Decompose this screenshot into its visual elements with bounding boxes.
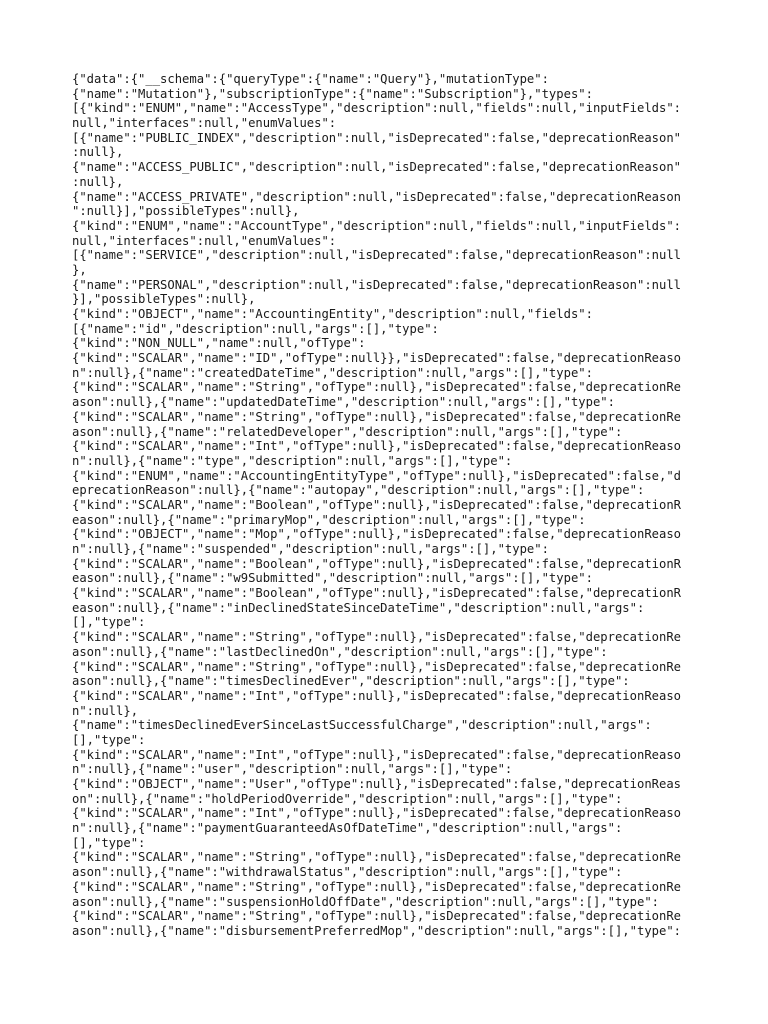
text-line: {"name":"timesDeclinedEverSinceLastSuccessfulCharge","description":null,"args": [72,718,652,733]
text-line: ason":null},{"name":"disbursementPreferredMop","description":null,"args":[],"type": [72,923,682,938]
text-line: eason":null},{"name":"inDeclinedStateSinceDateTime","description":null,"args": [72,600,645,615]
text-line: n":null},{"name":"user","description":null,"args":[],"type": [72,762,513,777]
text-line: {"name":"Mutation"},"subscriptionType":{"name":"Subscription"},"types": [72,86,593,101]
text-line: }, [72,262,87,277]
text-line: {"kind":"SCALAR","name":"Boolean","ofType":null},"isDeprecated":false,"deprecationR [72,497,682,512]
text-line: {"kind":"SCALAR","name":"String","ofType":null},"isDeprecated":false,"deprecationRe [72,909,682,924]
text-line: {"kind":"SCALAR","name":"ID","ofType":null}},"isDeprecated":false,"deprecationReaso [72,351,682,366]
text-line: {"kind":"SCALAR","name":"String","ofType":null},"isDeprecated":false,"deprecationRe [72,409,682,424]
text-line: n":null},{"name":"type","description":null,"args":[],"type": [72,453,513,468]
text-line: {"data":{"__schema":{"queryType":{"name":"Query"},"mutationType": [72,72,549,86]
text-line: {"kind":"SCALAR","name":"Int","ofType":null},"isDeprecated":false,"deprecationReaso [72,688,682,703]
text-line: ason":null},{"name":"withdrawalStatus","description":null,"args":[],"type": [72,865,623,880]
text-line: {"kind":"SCALAR","name":"String","ofType":null},"isDeprecated":false,"deprecationRe [72,659,682,674]
text-line: ":null}],"possibleTypes":null}, [72,204,300,219]
text-line: {"kind":"SCALAR","name":"Int","ofType":null},"isDeprecated":false,"deprecationReaso [72,806,682,821]
text-line: on":null},{"name":"holdPeriodOverride","description":null,"args":[],"type": [72,791,623,806]
text-line: ason":null},{"name":"suspensionHoldOffDate","description":null,"args":[],"type": [72,894,659,909]
text-line: {"name":"ACCESS_PUBLIC","description":null,"isDeprecated":false,"deprecationReason" [72,160,682,175]
text-line: eason":null},{"name":"w9Submitted","description":null,"args":[],"type": [72,571,593,586]
text-line: {"kind":"SCALAR","name":"String","ofType":null},"isDeprecated":false,"deprecationRe [72,879,682,894]
text-line: [{"name":"SERVICE","description":null,"isDeprecated":false,"deprecationReason":null [72,248,682,263]
text-line: {"kind":"SCALAR","name":"Int","ofType":null},"isDeprecated":false,"deprecationReaso [72,439,682,454]
text-line: ason":null},{"name":"lastDeclinedOn","description":null,"args":[],"type": [72,644,608,659]
text-line: }],"possibleTypes":null}, [72,292,256,307]
text-line [72,939,702,954]
text-line: eprecationReason":null},{"name":"autopay","description":null,"args":[],"type": [72,483,645,498]
text-line: n":null},{"name":"paymentGuaranteedAsOfDateTime","description":null,"args": [72,821,623,836]
text-line: n":null},{"name":"createdDateTime","description":null,"args":[],"type": [72,365,593,380]
text-line: [],"type": [72,615,146,630]
text-line: {"name":"PERSONAL","description":null,"isDeprecated":false,"deprecationReason":null [72,277,682,292]
text-line: {"kind":"SCALAR","name":"Int","ofType":null},"isDeprecated":false,"deprecationReaso [72,747,682,762]
text-line: [{"kind":"ENUM","name":"AccessType","description":null,"fields":null,"inputFields": [72,101,682,116]
text-line: {"kind":"NON_NULL","name":null,"ofType": [72,336,366,351]
text-line: null,"interfaces":null,"enumValues": [72,233,337,248]
text-line: [{"name":"PUBLIC_INDEX","description":null,"isDeprecated":false,"deprecationReason" [72,130,682,145]
text-line: {"kind":"OBJECT","name":"User","ofType":null},"isDeprecated":false,"deprecationReas [72,777,682,791]
text-line: [{"name":"id","description":null,"args":[],"type": [72,321,439,336]
document-body [72,72,702,953]
text-line: {"kind":"SCALAR","name":"Boolean","ofType":null},"isDeprecated":false,"deprecationR [72,586,682,601]
text-line: {"kind":"SCALAR","name":"Boolean","ofType":null},"isDeprecated":false,"deprecationR [72,556,682,571]
text-line: {"name":"ACCESS_PRIVATE","description":null,"isDeprecated":false,"deprecationReason [72,189,682,204]
text-line: {"kind":"ENUM","name":"AccountingEntityType","ofType":null},"isDeprecated":false,"d [72,468,682,483]
text-line: :null}, [72,145,124,160]
text-line: n":null}, [72,703,139,718]
text-line: {"kind":"SCALAR","name":"String","ofType":null},"isDeprecated":false,"deprecationRe [72,850,682,865]
text-line: null,"interfaces":null,"enumValues": [72,116,337,131]
text-line: {"kind":"ENUM","name":"AccountType","description":null,"fields":null,"inputFields": [72,218,682,233]
text-line: {"kind":"OBJECT","name":"AccountingEntity","description":null,"fields": [72,307,593,321]
text-line: {"kind":"OBJECT","name":"Mop","ofType":null},"isDeprecated":false,"deprecationReaso [72,527,682,542]
text-line: ason":null},{"name":"timesDeclinedEver","description":null,"args":[],"type": [72,674,630,689]
text-line: {"kind":"SCALAR","name":"String","ofType":null},"isDeprecated":false,"deprecationRe [72,380,682,395]
text-line: [],"type": [72,835,146,850]
text-line: ason":null},{"name":"relatedDeveloper","description":null,"args":[],"type": [72,424,623,439]
text-line: ason":null},{"name":"updatedDateTime","description":null,"args":[],"type": [72,395,615,410]
text-line: n":null},{"name":"suspended","description":null,"args":[],"type": [72,542,549,556]
text-line: eason":null},{"name":"primaryMop","description":null,"args":[],"type": [72,512,586,527]
text-line: :null}, [72,174,124,189]
text-line: {"kind":"SCALAR","name":"String","ofType":null},"isDeprecated":false,"deprecationRe [72,630,682,645]
text-line: [],"type": [72,732,146,747]
